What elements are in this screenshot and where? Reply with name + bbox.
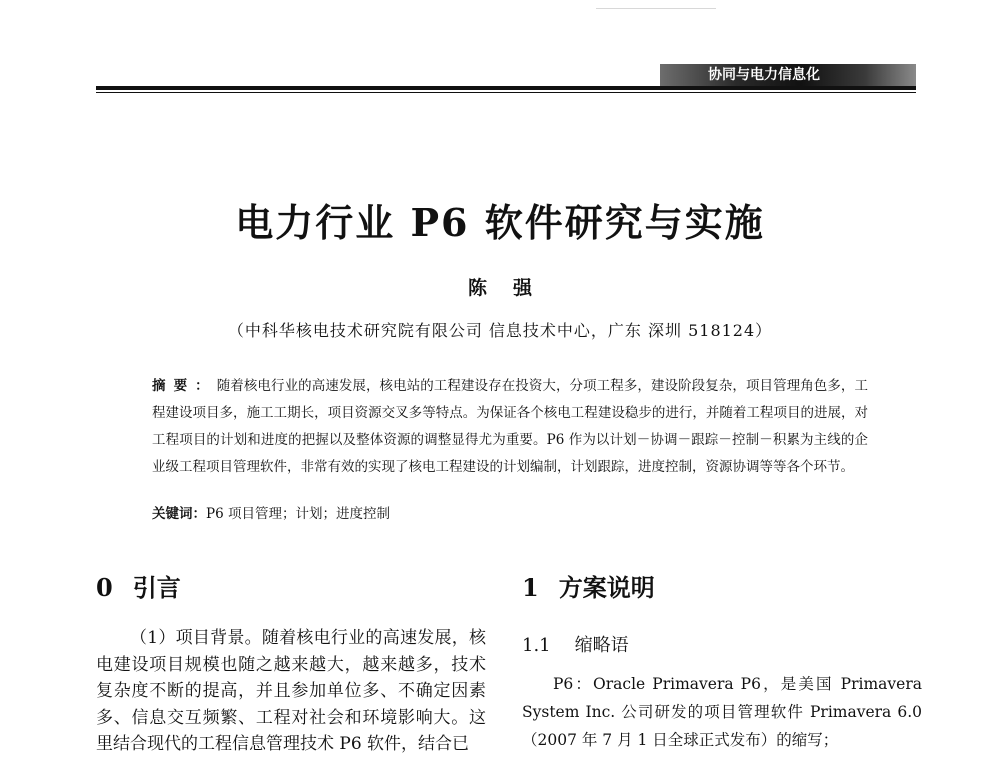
section-heading-introduction <box>96 570 486 606</box>
introduction-paragraph: （1）项目背景。随着核电行业的高速发展，核电建设项目规模也随之越来越大，越来越多，技术复杂度不断的提高，并且参加单位多、不确定因素多、信息交互频繁、工程对社会和环境影响大。这里结合现代的工程信息管理技术 P6 软件，结合已 <box>96 628 486 754</box>
section-number: 1 <box>522 573 539 602</box>
subsection-title: 缩略语 <box>574 635 629 656</box>
abbreviation-paragraph: P6：Oracle Primavera P6，是美国 Primavera System Inc. 公司研发的项目管理软件 Primavera 6.0（2007 年 7 月 1 日全球正式发布）的缩写； <box>522 675 922 749</box>
section-title: 引言 <box>132 573 181 602</box>
abstract-label: 摘要： <box>152 378 217 394</box>
subsection-heading-abbreviations <box>522 633 629 659</box>
section-heading-scheme <box>522 570 922 606</box>
scan-artifact <box>596 8 716 9</box>
left-column <box>96 570 486 754</box>
subsection-number: 1.1 <box>522 635 551 656</box>
abstract-text: 随着核电行业的高速发展，核电站的工程建设存在投资大，分项工程多，建设阶段复杂，项目管理角色多，工程建设项目多，施工工期长，项目资源交叉多等特点。为保证各个核电工程建设稳步的进行，并随着工程项目的进展，对工程项目的计划和进度的把握以及整体资源的调整显得尤为重要。P6 作为以计划－协调－跟踪－控制－积累为主线的企业级工程项目管理软件，非常有效的实现了核电工程建设的计划编制，计划跟踪，进度控制，资源协调等等各个环节。 <box>152 378 869 475</box>
keywords <box>152 501 868 528</box>
paper-author: 陈强 <box>467 277 558 299</box>
abstract <box>152 373 868 481</box>
paper-affiliation: （中科华核电技术研究院有限公司 信息技术中心，广东 深圳 518124） <box>227 321 773 340</box>
right-column <box>522 570 922 749</box>
paper-title: 电力行业 P6 软件研究与实施 <box>235 200 765 245</box>
header-rule-thick <box>96 86 916 90</box>
journal-column-tag: 协同与电力信息化 <box>708 67 820 83</box>
keywords-text: P6 项目管理；计划；进度控制 <box>206 506 390 522</box>
keywords-label: 关键词： <box>152 506 206 522</box>
section-title: 方案说明 <box>558 573 655 602</box>
section-number: 0 <box>96 573 113 602</box>
header-rule-thin <box>96 92 916 93</box>
